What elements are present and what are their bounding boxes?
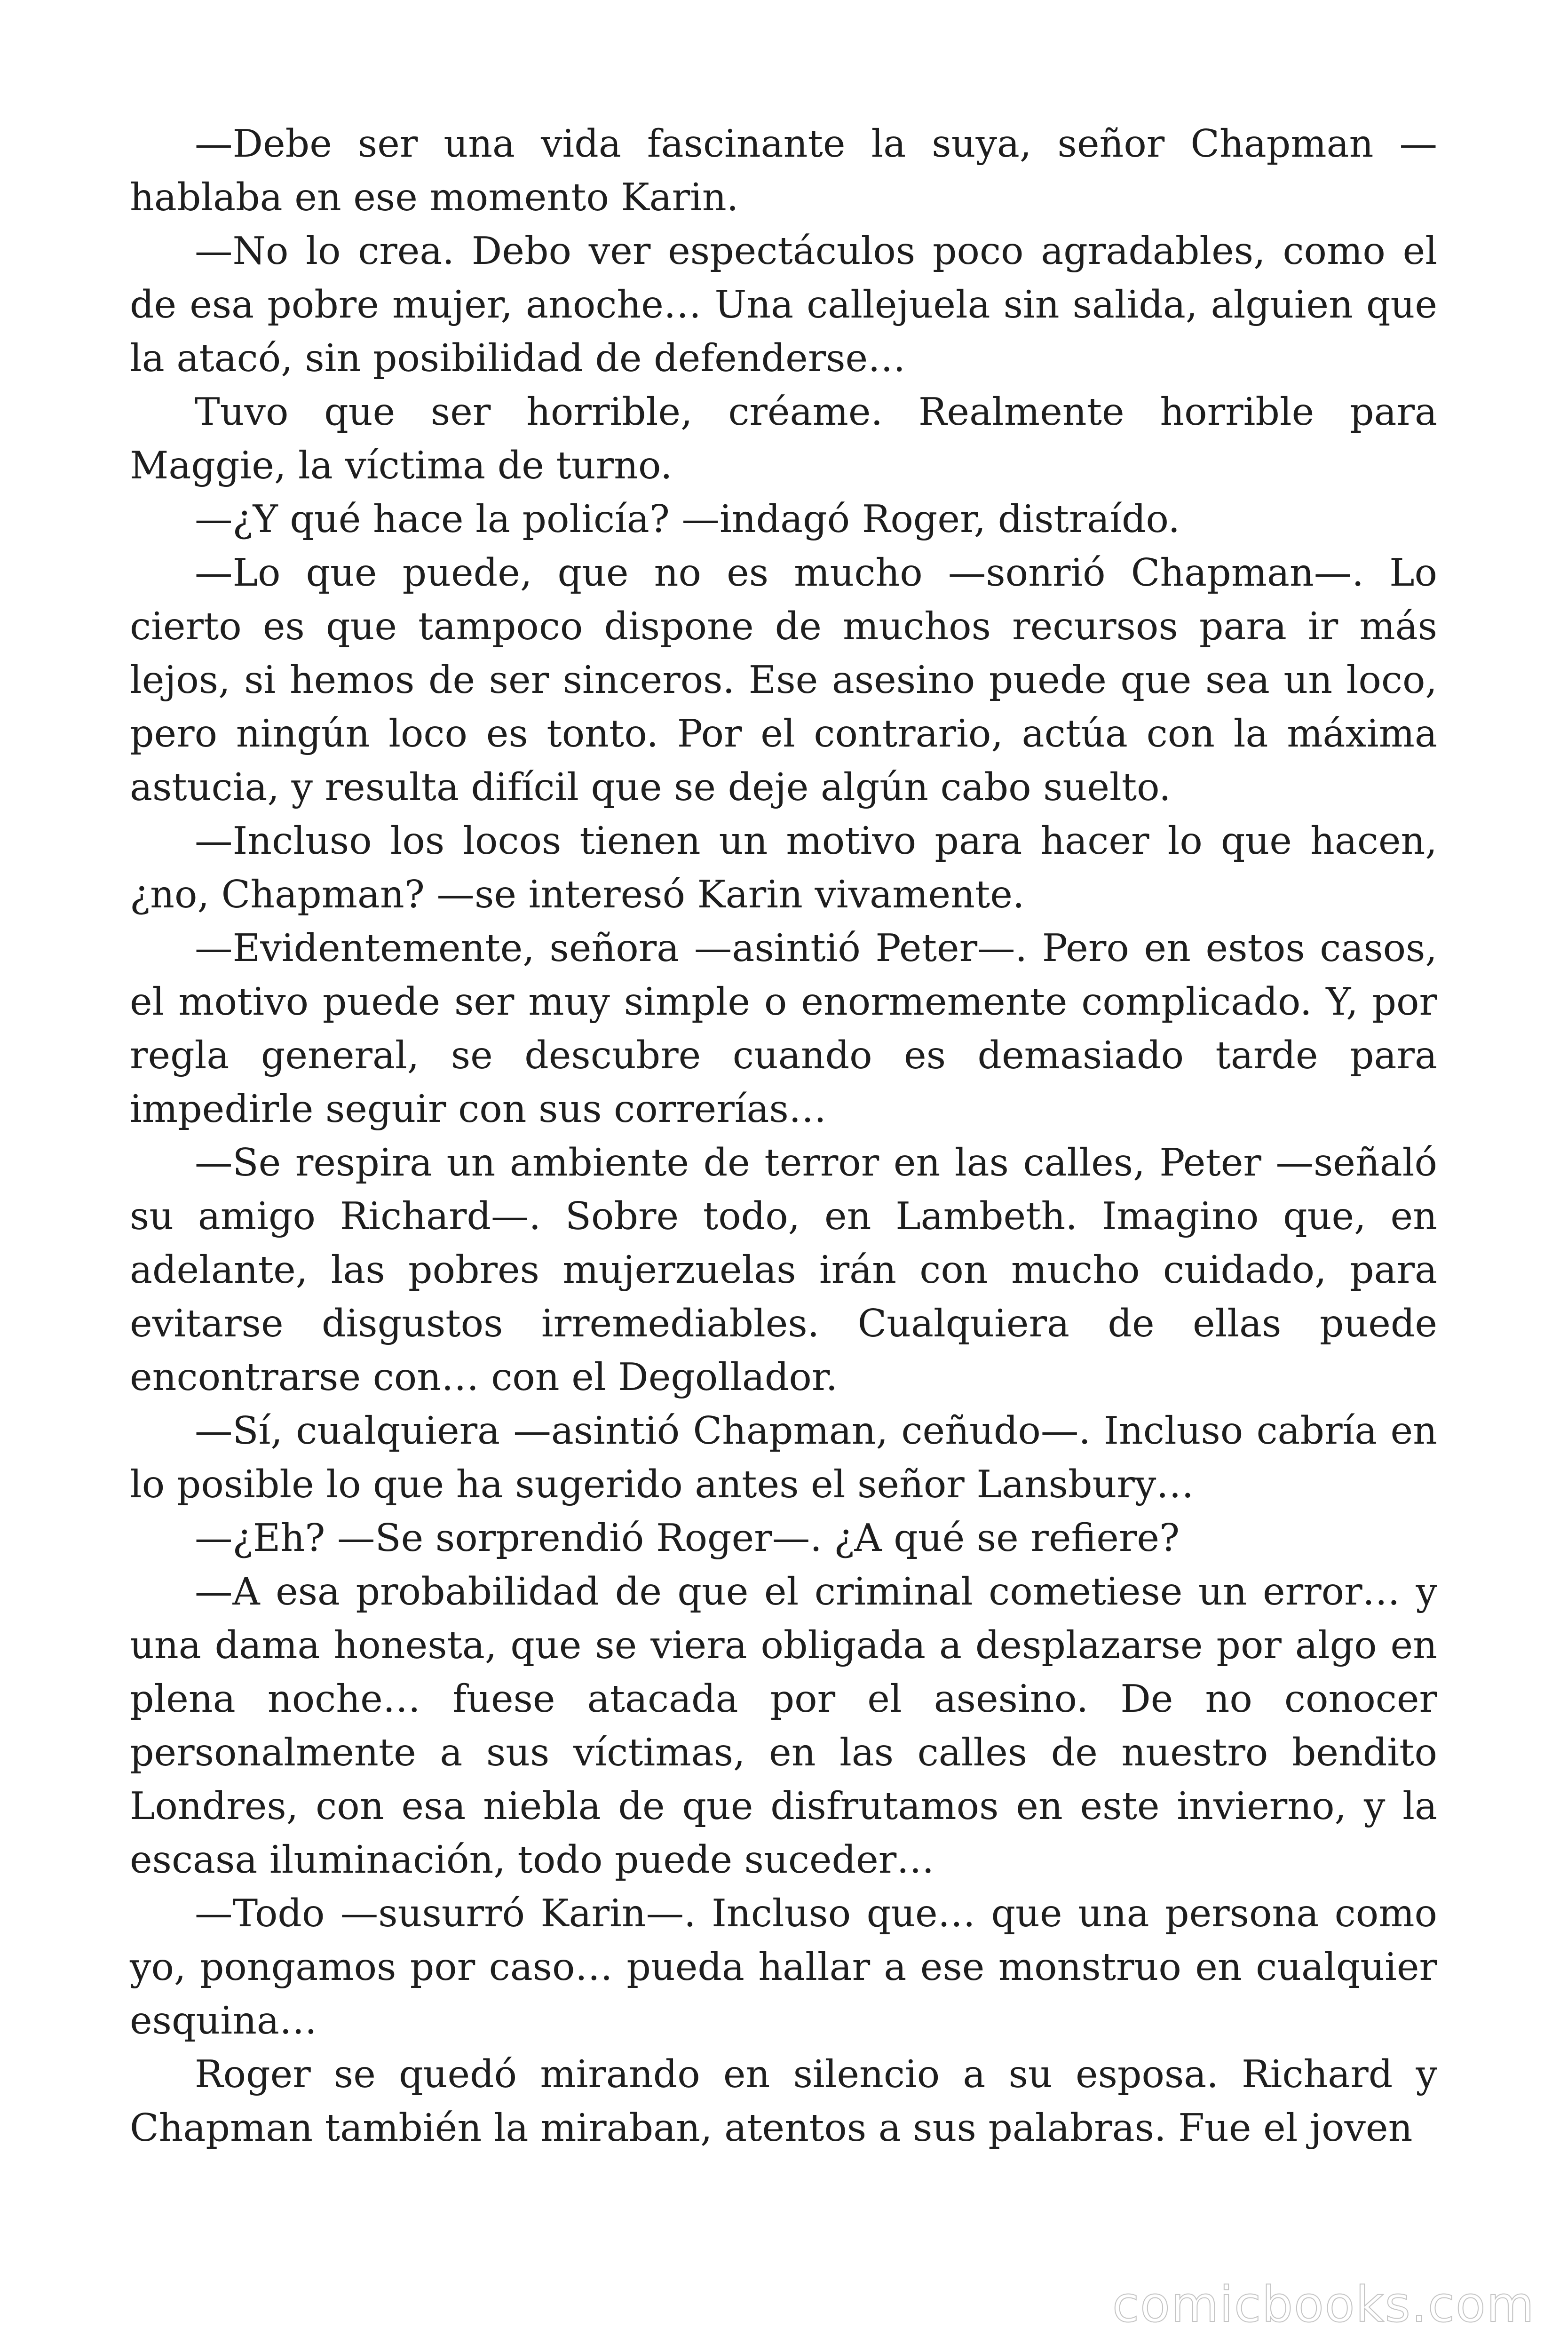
paragraph: —No lo crea. Debo ver espectáculos poco agradables, como el de esa pobre mujer, anoche… Una callejuela sin salida, alguien que la atacó, sin posibilidad de defenderse… bbox=[130, 229, 1437, 380]
body-text bbox=[130, 117, 1437, 2154]
paragraph: —¿Eh? —Se sorprendió Roger—. ¿A qué se refiere? bbox=[195, 1516, 1180, 1560]
paragraph: —¿Y qué hace la policía? —indagó Roger, distraído. bbox=[195, 497, 1180, 541]
paragraph: —Todo —susurró Karin—. Incluso que… que una persona como yo, pongamos por caso… pueda hallar a ese monstruo en cualquier esquina… bbox=[130, 1891, 1437, 2042]
paragraph: —Lo que puede, que no es mucho —sonrió Chapman—. Lo cierto es que tampoco dispone de muchos recursos para ir más lejos, si hemos de ser sinceros. Ese asesino puede que sea un loco, pero ningún loco es tonto. Por el contrario, actúa con la máxima astucia, y resulta difícil que se deje algún cabo suelto. bbox=[130, 550, 1437, 809]
paragraph: —A esa probabilidad de que el criminal cometiese un error… y una dama honesta, que se viera obligada a desplazarse por algo en plena noche… fuese atacada por el asesino. De no conocer personalmente a sus víctimas, en las calles de nuestro bendito Londres, con esa niebla de que disfrutamos en este invierno, y la escasa iluminación, todo puede suceder… bbox=[130, 1569, 1437, 1882]
paragraph: —Debe ser una vida fascinante la suya, señor Chapman —hablaba en ese momento Karin. bbox=[130, 121, 1437, 219]
paragraph: —Sí, cualquiera —asintió Chapman, ceñudo—. Incluso cabría en lo posible lo que ha sugerido antes el señor Lansbury… bbox=[130, 1408, 1437, 1506]
watermark: comicbooks.com bbox=[1112, 2276, 1535, 2333]
paragraph: Tuvo que ser horrible, créame. Realmente horrible para Maggie, la víctima de turno. bbox=[130, 389, 1437, 487]
paragraph: —Se respira un ambiente de terror en las calles, Peter —señaló su amigo Richard—. Sobre todo, en Lambeth. Imagino que, en adelante, las pobres mujerzuelas irán con mucho cuidado, para evitarse disgustos irremediables. Cualquiera de ellas puede encontrarse con… con el Degollador. bbox=[130, 1140, 1437, 1399]
paragraph: —Incluso los locos tienen un motivo para hacer lo que hacen, ¿no, Chapman? —se interesó Karin vivamente. bbox=[130, 818, 1437, 916]
paragraph: Roger se quedó mirando en silencio a su esposa. Richard y Chapman también la miraban, atentos a sus palabras. Fue el joven bbox=[130, 2052, 1437, 2150]
paragraph: —Evidentemente, señora —asintió Peter—. Pero en estos casos, el motivo puede ser muy simple o enormemente complicado. Y, por regla general, se descubre cuando es demasiado tarde para impedirle seguir con sus correrías… bbox=[130, 926, 1437, 1131]
